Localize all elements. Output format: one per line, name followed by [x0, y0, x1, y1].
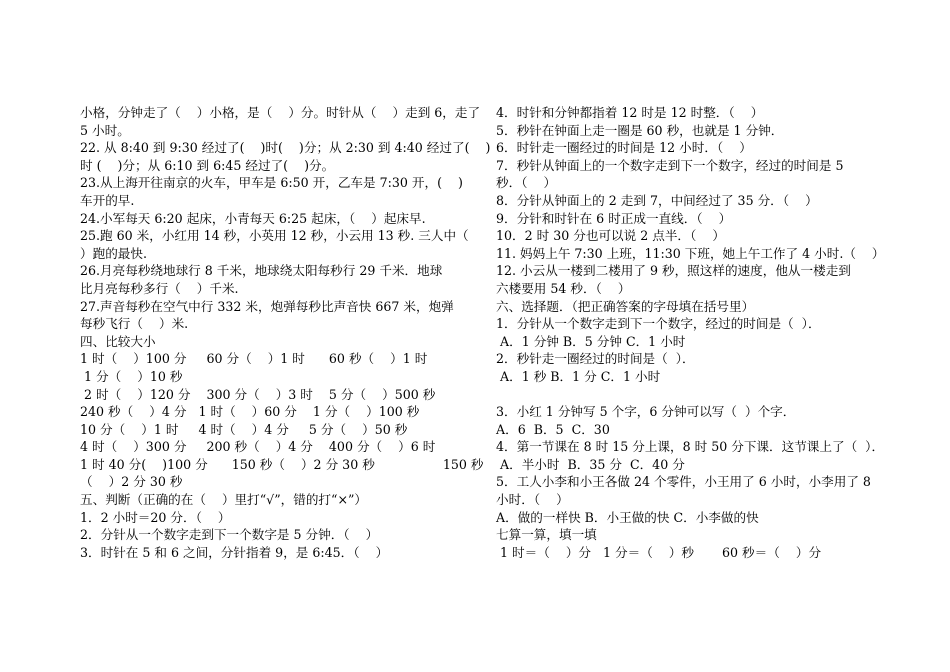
- choice-options: A．半小时 B．35 分 C．40 分: [496, 456, 685, 472]
- choice-question: 3．小红 1 分钟写 5 个字，6 分钟可以写（ ）个字．: [496, 404, 796, 420]
- compare-row: 1 时（ ）100 分 60 分（ ）1 时 60 秒（ ）1 时: [80, 351, 428, 367]
- choice-question: 1．分针从一个数字走到下一个数字，经过的时间是（ ）．: [496, 316, 821, 332]
- judge-item: 3．时针在 5 和 6 之间，分针指着 9，是 6:45．（ ）: [80, 544, 389, 560]
- question-24: 24.小军每天 6:20 起床，小青每天 6:25 起床，（ ）起床早.: [80, 210, 426, 226]
- question-22: 22. 从 8:40 到 9:30 经过了( )时( )分；从 2:30 到 4:40 经过了( ): [80, 140, 491, 156]
- section-heading-judge: 五、判断（正确的在（ ）里打“√”，错的打“×”）: [80, 492, 368, 508]
- text-line: 车开的早.: [80, 192, 135, 208]
- compare-row: 240 秒（ ）4 分 1 时（ ）60 分 1 分（ ）100 秒: [80, 404, 420, 420]
- judge-item: 2．分针从一个数字走到下一个数字是 5 分钟．（ ）: [80, 527, 379, 543]
- section-heading-calc: 七算一算，填一填: [496, 527, 597, 543]
- judge-item: 9．分针和时针在 6 时正成一直线．（ ）: [496, 210, 732, 226]
- blank-line: [496, 386, 880, 404]
- compare-row: 10 分（ ）1 时 4 时（ ）4 分 5 分（ ）50 秒: [80, 421, 408, 437]
- choice-question: 4．第一节课在 8 时 15 分上课，8 时 50 分下课．这节课上了（ ）．: [496, 439, 885, 455]
- choice-question: 5．工人小李和小王各做 24 个零件，小王用了 6 小时，小李用了 8: [496, 474, 871, 490]
- choice-options: A．1 秒 B．1 分 C．1 小时: [496, 368, 661, 384]
- text-line: ）跑的最快.: [80, 245, 147, 261]
- left-column: [80, 104, 491, 561]
- judge-item: 4．时针和分钟都指着 12 时是 12 时整．（ ）: [496, 105, 764, 120]
- question-25: 25.跑 60 米，小红用 14 秒，小英用 12 秒，小云用 13 秒. 三人中（: [80, 228, 469, 244]
- calc-row: 1 时＝（ ）分 1 分＝（ ）秒 60 秒＝（ ）分: [496, 544, 822, 560]
- compare-row: 1 分（ ）10 秒: [80, 368, 183, 384]
- question-27: 27.声音每秒在空气中行 332 米，炮弹每秒比声音快 667 米，炮弹: [80, 298, 454, 314]
- section-heading-compare: 四、比较大小: [80, 333, 156, 349]
- choice-options: A．6 B．5 C．30: [496, 421, 610, 437]
- choice-options: A．1 分钟 B．5 分钟 C．1 小时: [496, 333, 686, 349]
- text-line: 小格，分钟走了（ ）小格，是（ ）分。时针从（ ）走到 6，走了: [80, 105, 481, 120]
- section-heading-choice: 六、选择题．（把正确答案的字母填在括号里）: [496, 298, 755, 314]
- right-column: [496, 104, 885, 561]
- compare-row: （ ）2 分 30 秒: [80, 474, 183, 490]
- text-line: 比月亮每秒多行（ ）千米.: [80, 280, 239, 296]
- compare-row: 1 时 40 分( )100 分 150 秒（ ）2 分 30 秒 150 秒: [80, 456, 484, 472]
- question-26: 26.月亮每秒绕地球行 8 千米，地球绕太阳每秒行 29 千米．地球: [80, 263, 443, 279]
- text-line: 5 小时。: [80, 122, 130, 138]
- judge-item: 8．分针从钟面上的 2 走到 7，中间经过了 35 分．（ ）: [496, 192, 818, 208]
- text-line: 每秒飞行（ ）米.: [80, 316, 189, 332]
- compare-row: 2 时（ ）120 分 300 分（ ）3 时 5 分（ ）500 秒: [80, 386, 436, 402]
- compare-row: 4 时（ ）300 分 200 秒（ ）4 分 400 分（ ）6 时: [80, 439, 436, 455]
- judge-item: 11. 妈妈上午 7:30 上班，11:30 下班，她上午工作了 4 小时.（ ）: [496, 245, 885, 261]
- choice-question: 2．秒针走一圈经过的时间是（ ）．: [496, 351, 695, 367]
- judge-item: 5．秒针在钟面上走一圈是 60 秒，也就是 1 分钟．: [496, 122, 784, 138]
- judge-item: 1．2 小时＝20 分．（ ）: [80, 509, 231, 525]
- choice-options: A．做的一样快 B．小王做的快 C．小李做的快: [496, 509, 759, 525]
- judge-item: 6．时针走一圈经过的时间是 12 小时．（ ）: [496, 140, 752, 156]
- text-line: 小时．（ ）: [496, 492, 569, 508]
- question-23: 23.从上海开往南京的火车，甲车是 6:50 开，乙车是 7:30 开，( ): [80, 175, 463, 191]
- text-line: 时 ( )分；从 6:10 到 6:45 经过了( )分。: [80, 157, 335, 173]
- judge-item: 10．2 时 30 分也可以说 2 点半．（ ）: [496, 228, 725, 244]
- text-line: 秒．（ ）: [496, 175, 557, 191]
- text-line: 六楼要用 54 秒．（ ）: [496, 280, 631, 296]
- judge-item: 7．秒针从钟面上的一个数字走到下一个数字，经过的时间是 5: [496, 157, 844, 173]
- judge-item: 12. 小云从一楼到二楼用了 9 秒，照这样的速度，他从一楼走到: [496, 263, 851, 279]
